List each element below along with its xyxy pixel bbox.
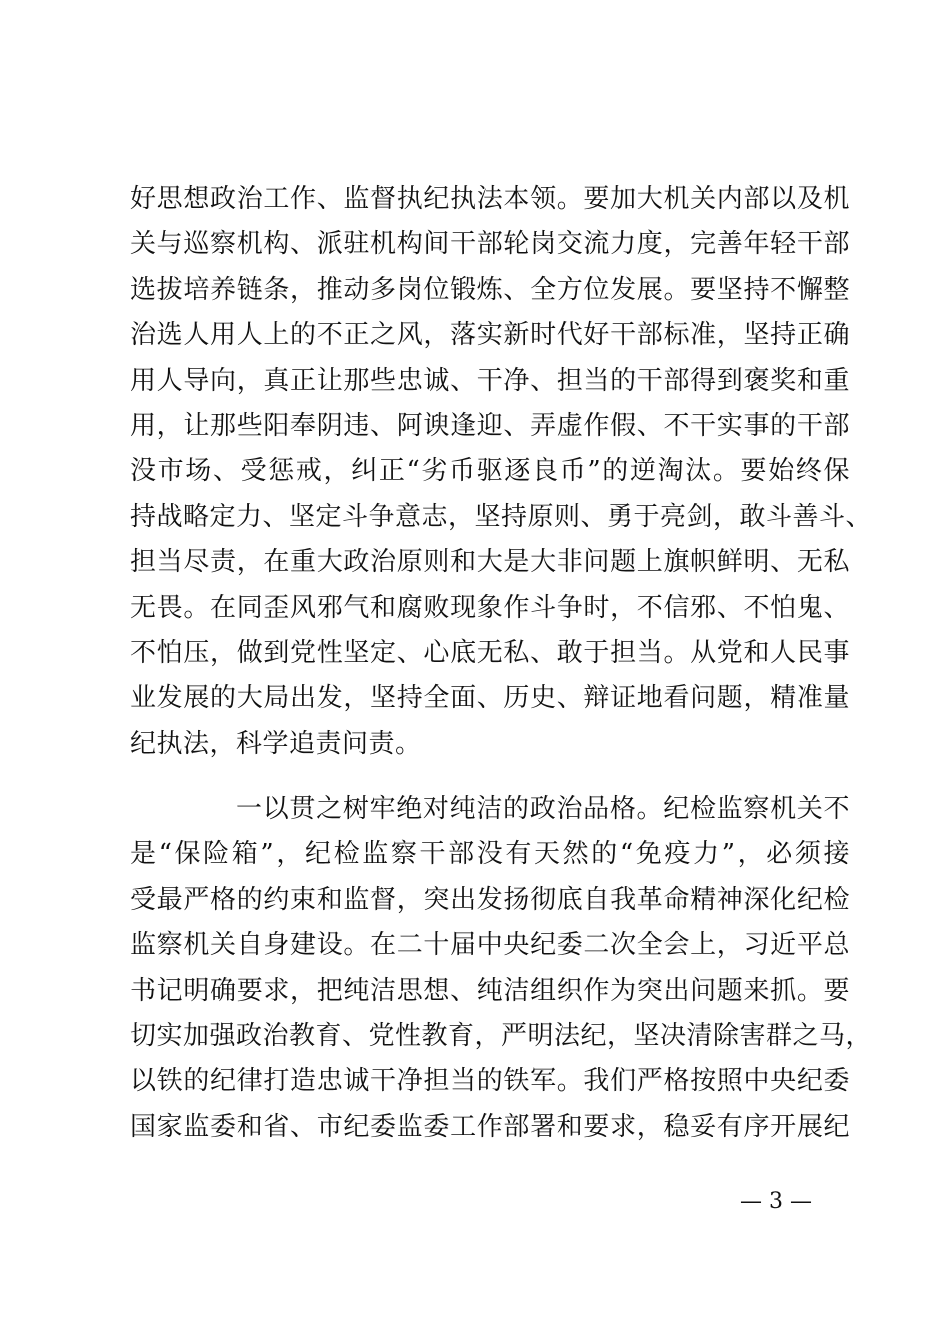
text-line: 一以贯之树牢绝对纯洁的政治品格。纪检监察机关不 — [236, 794, 850, 825]
text-line: 用人导向，真正让那些忠诚、干净、担当的干部得到褒奖和重 — [130, 365, 850, 396]
text-line: 治选人用人上的不正之风，落实新时代好干部标准，坚持正确 — [130, 320, 850, 351]
text-line: 关与巡察机构、派驻机构间干部轮岗交流力度，完善年轻干部 — [130, 229, 850, 260]
text-line: 不怕压，做到党性坚定、心底无私、敢于担当。从党和人民事 — [130, 637, 850, 668]
text-line: 无畏。在同歪风邪气和腐败现象作斗争时，不信邪、不怕鬼、 — [130, 592, 850, 623]
text-line: 监察机关自身建设。在二十届中央纪委二次全会上，习近平总 — [130, 930, 850, 961]
paragraph-gap — [130, 767, 850, 787]
text-line: 受最严格的约束和监督，突出发扬彻底自我革命精神深化纪检 — [130, 884, 850, 915]
text-line: 业发展的大局出发，坚持全面、历史、辩证地看问题，精准量 — [130, 683, 850, 714]
text-line: 用，让那些阳奉阴违、阿谀逢迎、弄虚作假、不干实事的干部 — [130, 410, 850, 441]
text-line: 好思想政治工作、监督执纪执法本领。要加大机关内部以及机 — [130, 184, 850, 214]
text-line: 书记明确要求，把纯洁思想、纯洁组织作为突出问题来抓。要 — [130, 975, 850, 1006]
text-line: 切实加强政治教育、党性教育，严明法纪，坚决清除害群之马， — [130, 1021, 873, 1052]
paragraph-1 — [130, 177, 873, 767]
text-line: 以铁的纪律打造忠诚干净担当的铁军。我们严格按照中央纪委 — [130, 1066, 850, 1097]
text-line: 持战略定力、坚定斗争意志，坚持原则、勇于亮剑，敢斗善斗、 — [130, 501, 873, 532]
body-text — [130, 177, 873, 1150]
text-line: 国家监委和省、市纪委监委工作部署和要求，稳妥有序开展纪 — [130, 1111, 850, 1142]
text-line: 没市场、受惩戒，纠正“劣币驱逐良币”的逆淘汰。要始终保 — [130, 456, 850, 487]
text-line: 选拔培养链条，推动多岗位锻炼、全方位发展。要坚持不懈整 — [130, 274, 850, 305]
text-line: 纪执法，科学追责问责。 — [130, 728, 422, 759]
page-number: — 3 — — [740, 1189, 812, 1214]
text-line: 是“保险箱”，纪检监察干部没有天然的“免疫力”，必须接 — [130, 839, 850, 870]
text-line: 担当尽责，在重大政治原则和大是大非问题上旗帜鲜明、无私 — [130, 547, 850, 578]
paragraph-2 — [130, 787, 873, 1150]
